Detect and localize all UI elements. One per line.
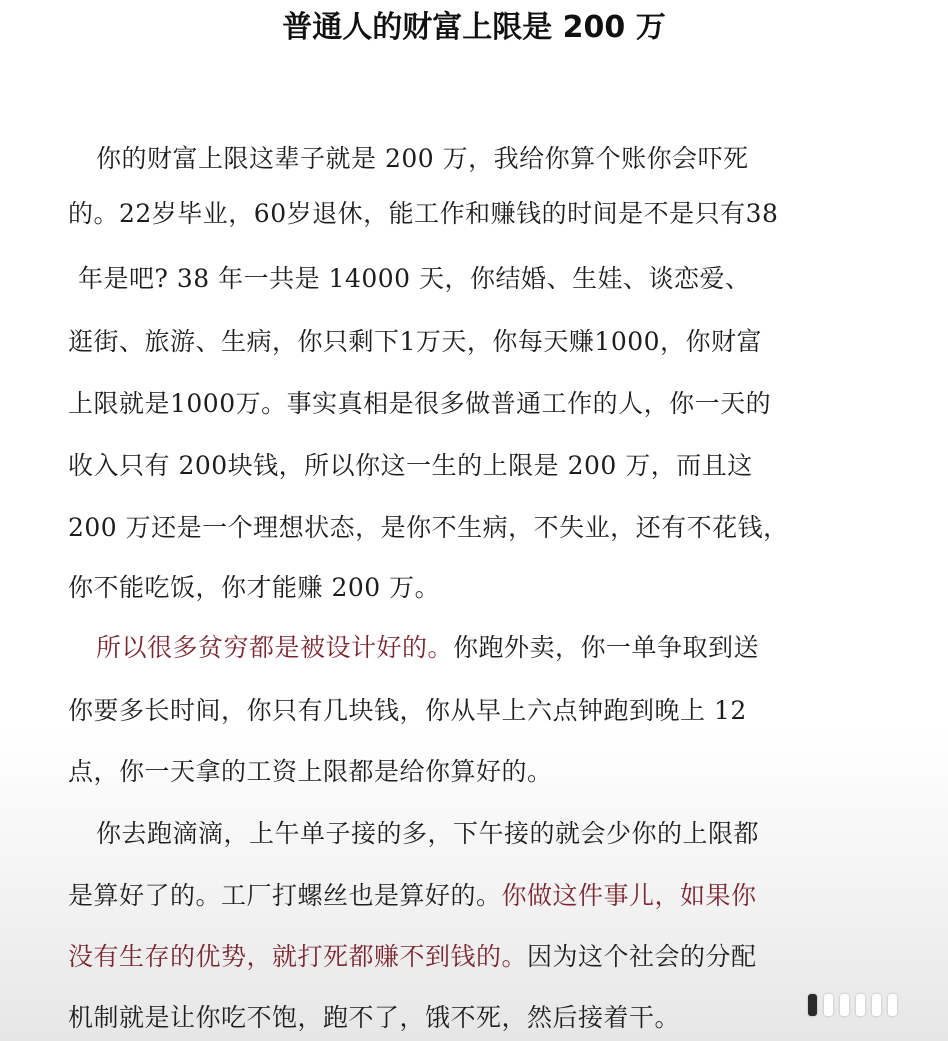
emphasis-text: 没有生存的优势，就打死都赚不到钱的。 <box>68 942 528 971</box>
bar-icon <box>888 994 897 1016</box>
paragraph-2-line-3: 点，你一天拿的工资上限都是给你算好的。 <box>68 757 553 786</box>
paragraph-2-line-1 <box>96 628 759 668</box>
bar-icon <box>824 994 833 1016</box>
paragraph-3-line-3 <box>68 937 757 977</box>
bar-icon <box>840 994 849 1016</box>
more-bars-icon[interactable] <box>808 990 930 1020</box>
paragraph-3-line-2 <box>68 876 757 916</box>
bar-icon <box>808 994 817 1016</box>
bar-icon <box>856 994 865 1016</box>
page-title: 普通人的财富上限是 200 万 <box>282 10 666 45</box>
body-text: 是算好了的。工厂打螺丝也是算好的。 <box>68 881 502 910</box>
paragraph-1-line-6: 收入只有 200块钱，所以你这一生的上限是 200 万，而且这 <box>68 451 753 480</box>
paragraph-1-line-8: 你不能吃饭，你才能赚 200 万。 <box>68 573 441 602</box>
bar-icon <box>872 994 881 1016</box>
paragraph-1-line-1: 你的财富上限这辈子就是 200 万，我给你算个账你会吓死 <box>96 144 749 173</box>
body-text: 因为这个社会的分配 <box>527 942 757 971</box>
body-text: 你跑外卖，你一单争取到送 <box>453 633 760 662</box>
emphasis-text: 所以很多贫穷都是被设计好的。 <box>96 633 454 662</box>
paragraph-1-line-2: 的。22岁毕业，60岁退休，能工作和赚钱的时间是不是只有38 <box>68 199 779 228</box>
paragraph-3-line-4: 机制就是让你吃不饱，跑不了，饿不死，然后接着干。 <box>68 1003 681 1032</box>
paragraph-1-line-3: 年是吧? 38 年一共是 14000 天，你结婚、生娃、谈恋爱、 <box>78 264 751 293</box>
emphasis-text: 你做这件事儿，如果你 <box>501 881 757 910</box>
paragraph-1-line-7: 200 万还是一个理想状态，是你不生病，不失业，还有不花钱， <box>68 513 789 542</box>
paragraph-3-line-1: 你去跑滴滴，上午单子接的多，下午接的就会少你的上限都 <box>96 819 760 848</box>
paragraph-1-line-5: 上限就是1000万。事实真相是很多做普通工作的人，你一天的 <box>68 389 772 418</box>
paragraph-1-line-4: 逛街、旅游、生病，你只剩下1万天，你每天赚1000，你财富 <box>68 327 763 356</box>
paragraph-2-line-2: 你要多长时间，你只有几块钱，你从早上六点钟跑到晚上 12 <box>68 696 747 725</box>
